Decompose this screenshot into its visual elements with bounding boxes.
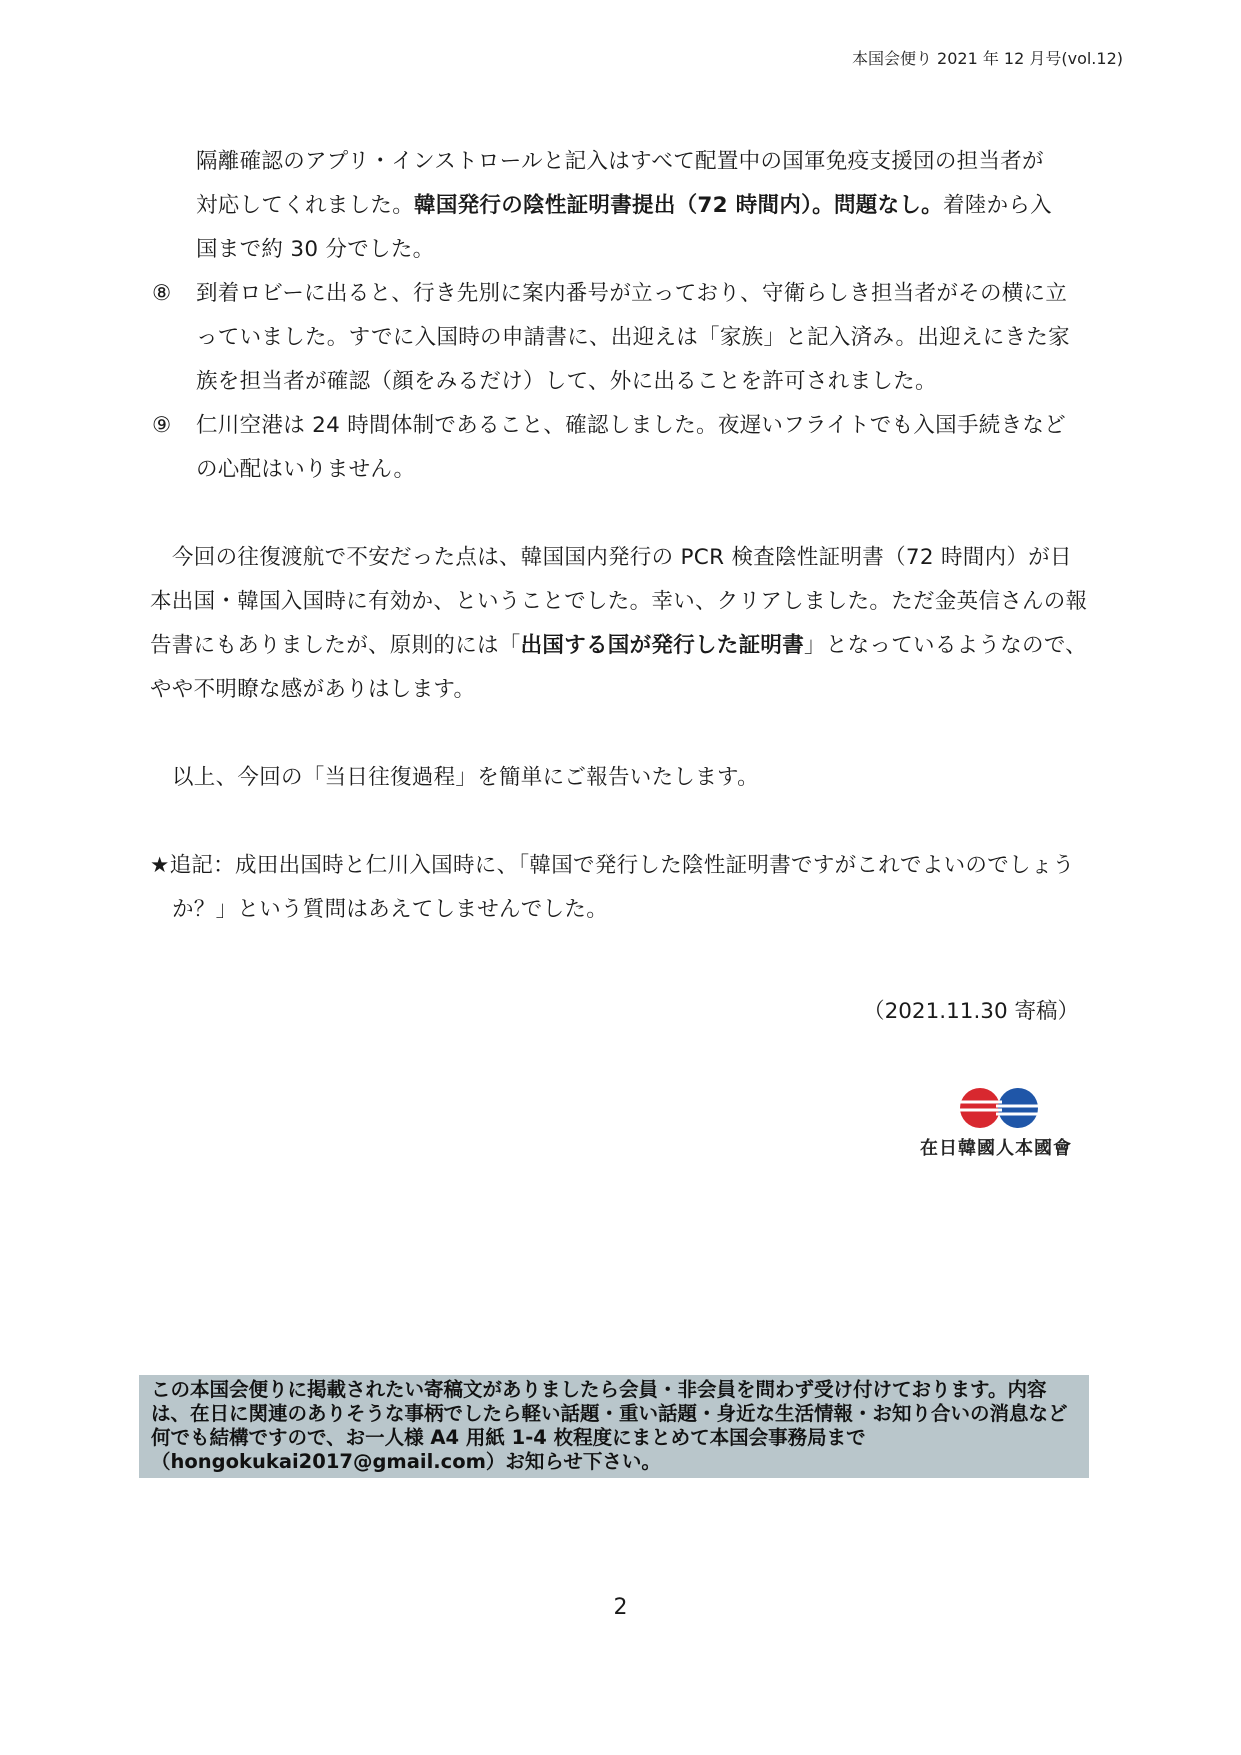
page-number: 2 <box>613 1595 628 1620</box>
item-number: ⑨ <box>152 413 172 438</box>
postscript-note: ★追記：成田出国時と仁川入国時に、「韓国で発行した陰性証明書ですがこれでよいのでしょうか？」という質問はあえてしませんでした。 <box>150 853 1075 922</box>
item-text: 国まで約 30 分でした。 <box>196 237 435 262</box>
submission-notice: この本国会便りに掲載されたい寄稿文がありましたら会員・非会員を問わず受け付けております。内容は、在日に関連のありそうな事柄でしたら軽い話題・重い話題・身近な生活情報・お知り合いの消息など何でも結構ですので、お一人様 A4 用紙 1-4 枚程度にまとめて本国会事務局まで（hongokukai2017@gmail.com）お知らせ下さい。 <box>139 1375 1089 1478</box>
list-item <box>152 272 1087 404</box>
list-item-continued <box>152 140 1087 272</box>
paragraph-text: 」となっているようなので、やや不明瞭な感がありはします。 <box>150 633 1087 702</box>
logo-mark-icon <box>952 1086 1052 1132</box>
item-text: 着陸から入 <box>942 193 1052 218</box>
paragraph-bold-text: 出国する国が発行した証明書 <box>520 633 805 658</box>
submission-date: （2021.11.30 寄稿） <box>863 999 1079 1024</box>
item-text: 到着ロビーに出ると、行き先別に案内番号が立っており、守衛らしき担当者がその横に立っていました。すでに入国時の申請書に、出迎えは「家族」と記入済み。出迎えにきた家族を担当者が確認（顔をみるだけ）して、外に出ることを許可されました。 <box>196 281 1070 394</box>
item-number: ⑧ <box>152 281 172 306</box>
paragraph-text: 今回の往復渡航で不安だった点は、韓国国内発行の PCR 検査陰性証明書（72 時間内）が日本出国・韓国入国時に有効か、ということでした。幸い、クリアしました。ただ金英信さんの報告書にもありましたが、原則的には「 <box>150 545 1088 658</box>
item-text: 仁川空港は 24 時間体制であること、確認しました。夜遅いフライトでも入国手続きなどの心配はいりません。 <box>196 413 1066 482</box>
logo-caption: 在日韓國人本國會 <box>920 1138 1072 1159</box>
item-text: 対応してくれました。 <box>196 193 415 218</box>
list-item <box>152 404 1087 492</box>
closing-paragraph: 以上、今回の「当日往復過程」を簡単にご報告いたします。 <box>172 765 759 790</box>
organization-logo <box>920 1086 1090 1166</box>
paragraph <box>150 536 1090 712</box>
item-text: 隔離確認のアプリ・インストロールと記入はすべて配置中の国軍免疫支援団の担当者が <box>196 149 1044 174</box>
item-bold-text: 韓国発行の陰性証明書提出（72 時間内）。問題なし。 <box>414 193 943 218</box>
page-header: 本国会便り 2021 年 12 月号(vol.12) <box>851 49 1123 68</box>
